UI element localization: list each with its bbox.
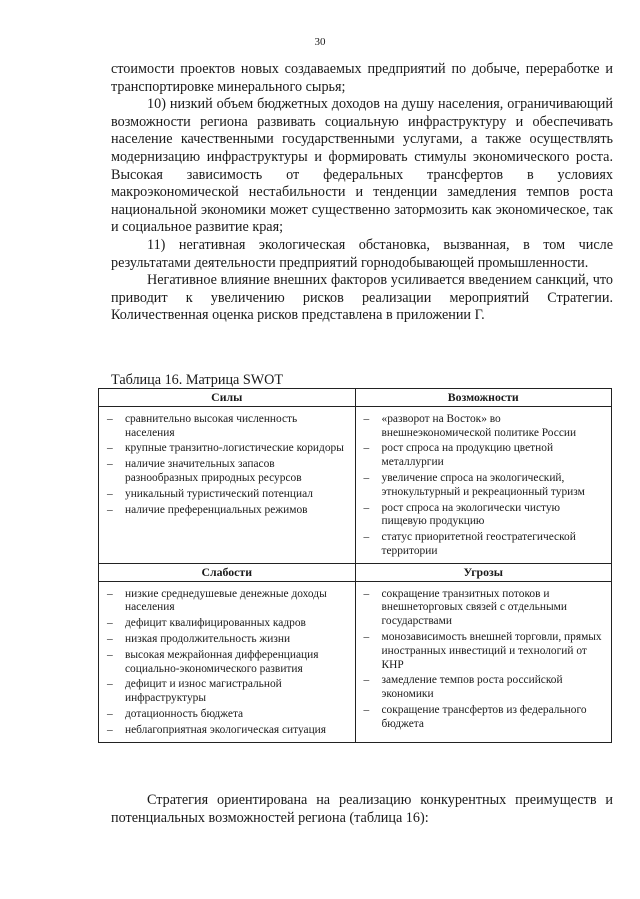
weaknesses-cell [99, 581, 356, 742]
table-row [99, 581, 612, 742]
list-item: – уникальный туристический потенциал [107, 488, 349, 502]
threats-cell [355, 581, 612, 742]
list-item: – рост спроса на экологически чистую пищевую продукцию [364, 502, 606, 530]
list-item: – дефицит квалифицированных кадров [107, 617, 349, 631]
list-item: – низкая продолжительность жизни [107, 633, 349, 647]
list-item: – высокая межрайонная дифференциация социально-экономического развития [107, 649, 349, 677]
weaknesses-list [107, 588, 349, 738]
table-header-row [99, 563, 612, 581]
list-item: – неблагоприятная экологическая ситуация [107, 724, 349, 738]
list-item: – монозависимость внешней торговли, прямых иностранных инвестиций и технологий от КНР [364, 631, 606, 672]
closing-text [111, 792, 613, 827]
paragraph-item-11: 11) негативная экологическая обстановка, вызванная, в том числе результатами деятельности предприятий горнодобывающей промышленности. [111, 236, 613, 271]
paragraph-continuation: стоимости проектов новых создаваемых предприятий по добыче, переработке и транспортировке минерального сырья; [111, 61, 613, 95]
paragraph-item-10: 10) низкий объем бюджетных доходов на душу населения, ограничивающий возможности региона развивать социальную инфраструктуру и обеспечивать население качественными государственными услугами, а также осуществлять модернизацию инфраструктуры и формировать стимулы экономического роста. Высокая зависимость от федеральных трансфертов в условиях макроэкономической нестабильности и тенденции замедления темпов роста национальной экономики может существенно затормозить как экономическое, так и социальное развитие края; [111, 96, 613, 236]
opportunities-list [364, 413, 606, 559]
list-item: – сокращение транзитных потоков и внешнеторговых связей с отдельными государствами [364, 588, 606, 629]
list-item: – наличие преференциальных режимов [107, 504, 349, 518]
list-item: – статус приоритетной геостратегической территории [364, 531, 606, 559]
opportunities-header: Возможности [355, 389, 612, 407]
list-item: – увеличение спроса на экологический, этнокультурный и рекреационный туризм [364, 472, 606, 500]
page-number: 30 [314, 36, 326, 48]
threats-list [364, 588, 606, 732]
list-item: – сокращение трансфертов из федерального бюджета [364, 704, 606, 732]
strengths-cell [99, 406, 356, 563]
weaknesses-header: Слабости [99, 563, 356, 581]
list-item: – сравнительно высокая численность населения [107, 413, 349, 441]
strengths-header: Силы [99, 389, 356, 407]
table-caption: Таблица 16. Матрица SWOT [111, 372, 284, 388]
table-header-row [99, 389, 612, 407]
list-item: – крупные транзитно-логистические коридоры [107, 442, 349, 456]
list-item: – рост спроса на продукцию цветной металлургии [364, 442, 606, 470]
table-row [99, 406, 612, 563]
list-item: – наличие значительных запасов разнообразных природных ресурсов [107, 458, 349, 486]
intro-text [111, 61, 613, 325]
list-item: – низкие среднедушевые денежные доходы населения [107, 588, 349, 616]
strengths-list [107, 413, 349, 518]
opportunities-cell [355, 406, 612, 563]
swot-table [98, 388, 612, 743]
threats-header: Угрозы [355, 563, 612, 581]
list-item: – дефицит и износ магистральной инфраструктуры [107, 678, 349, 706]
list-item: – дотационность бюджета [107, 708, 349, 722]
list-item: – «разворот на Восток» во внешнеэкономической политике России [364, 413, 606, 441]
paragraph-closing: Стратегия ориентирована на реализацию конкурентных преимуществ и потенциальных возможностей региона (таблица 16): [111, 792, 613, 826]
paragraph-sanctions: Негативное влияние внешних факторов усиливается введением санкций, что приводит к увеличению рисков реализации мероприятий Стратегии. Количественная оценка рисков представлена в приложении Г. [111, 272, 613, 324]
list-item: – замедление темпов роста российской экономики [364, 674, 606, 702]
